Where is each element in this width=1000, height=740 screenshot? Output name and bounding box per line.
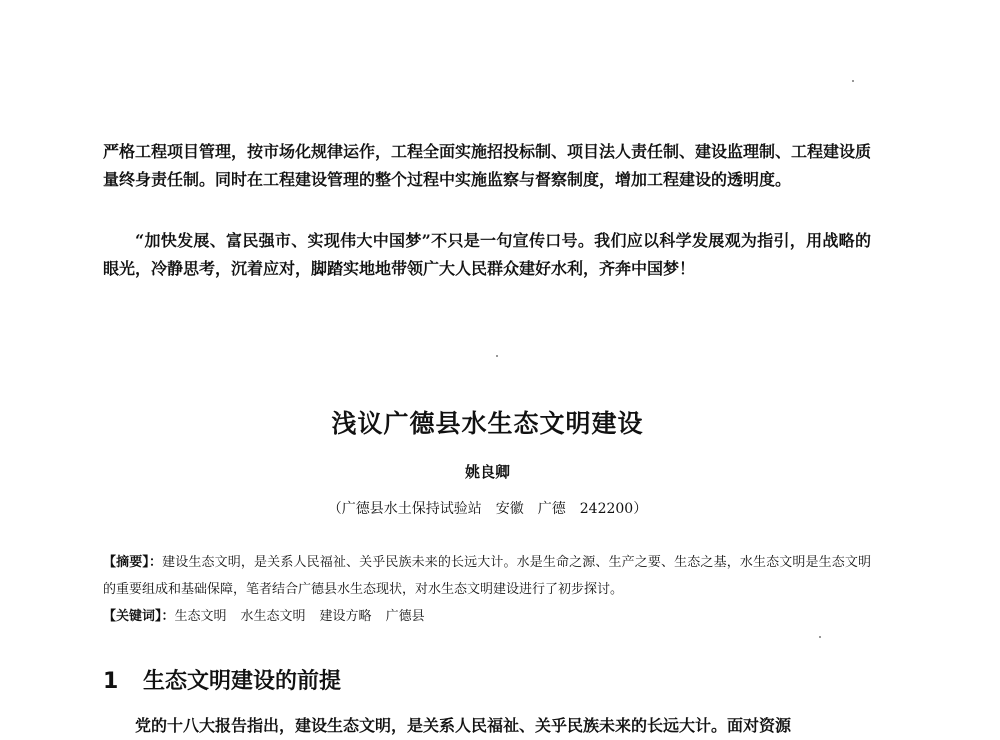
keyword-item: 水生态文明 — [240, 609, 306, 624]
abstract-text: 建设生态文明，是关系人民福祉、关乎民族未来的长远大计。水是生命之源、生产之要、生态之基，水生态文明是生态文明的重要组成和基础保障，笔者结合广德县水生态现状，对水生态文明建设进行了初步探讨。 — [103, 555, 871, 597]
keyword-item: 广德县 — [385, 609, 425, 624]
author-name: 姚良卿 — [464, 463, 510, 481]
scan-speck — [852, 80, 854, 82]
section-number: 1 — [103, 669, 119, 694]
keywords — [103, 603, 871, 630]
scan-speck — [819, 636, 821, 638]
article-title: 浅议广德县水生态文明建设 — [331, 409, 644, 438]
abstract-label: 【摘要】： — [103, 555, 163, 570]
section-first-line: 党的十八大报告指出，建设生态文明，是关系人民福祉、关乎民族未来的长远大计。面对资源 — [135, 716, 792, 735]
abstract — [103, 549, 871, 603]
previous-article-paragraph-1: 严格工程项目管理，按市场化规律运作，工程全面实施招投标制、项目法人责任制、建设监理制、工程建设质量终身责任制。同时在工程建设管理的整个过程中实施监察与督察制度，增加工程建设的透明度。 — [103, 142, 872, 189]
section-title: 生态文明建设的前提 — [143, 669, 342, 694]
section-heading — [103, 664, 341, 695]
keyword-item: 生态文明 — [174, 609, 227, 624]
scan-speck — [496, 355, 498, 357]
author-affiliation: （广德县水土保持试验站 安徽 广德 242200） — [327, 501, 648, 517]
keyword-item: 建设方略 — [319, 609, 372, 624]
previous-article-paragraph-2: “加快发展、富民强市、实现伟大中国梦”不只是一句宣传口号。我们应以科学发展观为指引，用战略的眼光，冷静思考，沉着应对，脚踏实地地带领广大人民群众建好水利，齐奔中国梦！ — [103, 231, 871, 278]
keywords-label: 【关键词】： — [103, 609, 175, 624]
